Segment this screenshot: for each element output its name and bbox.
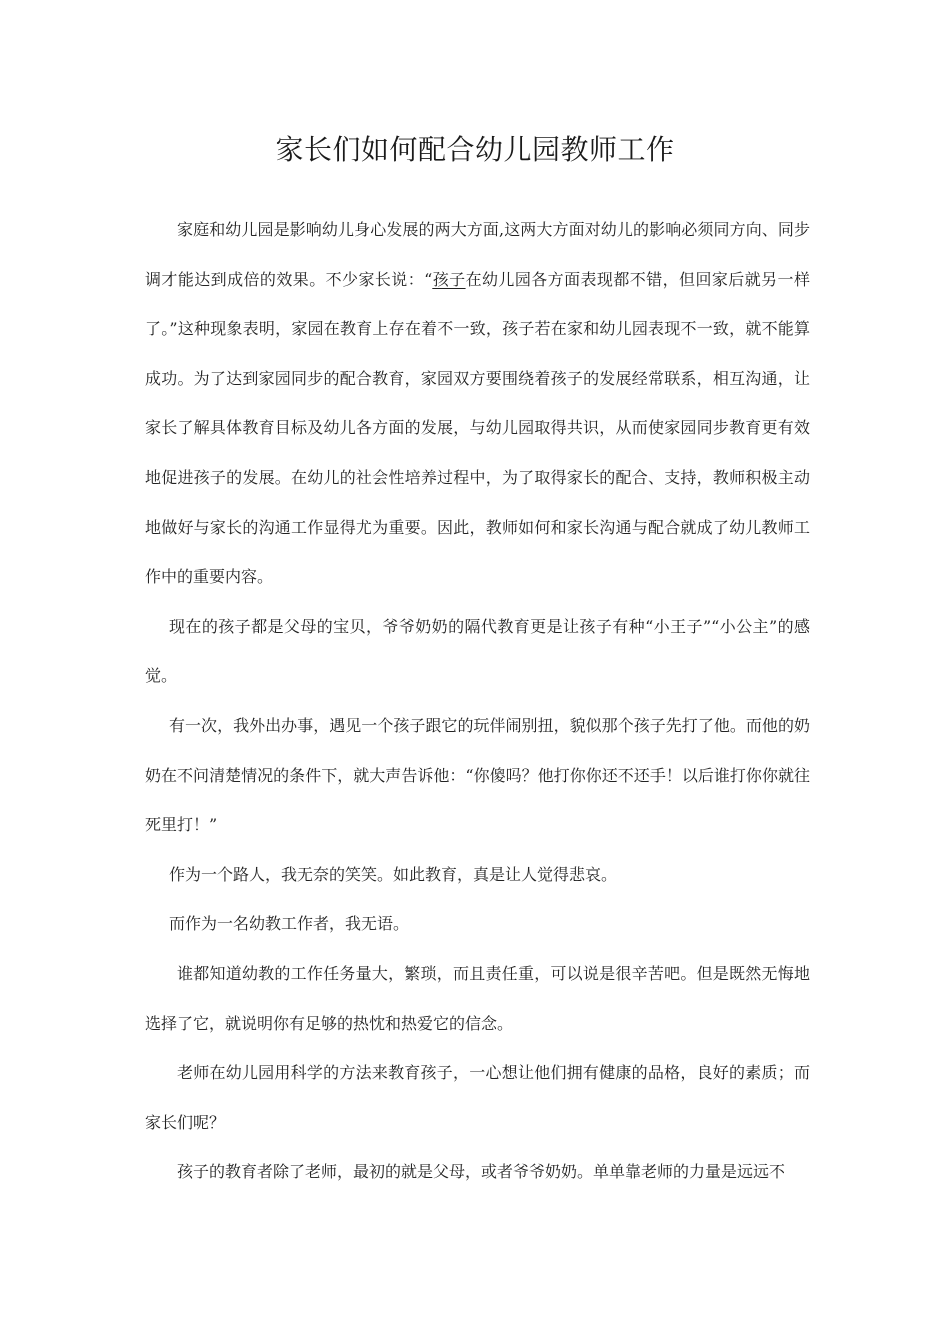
document-body (145, 205, 810, 1197)
paragraph-5: 而作为一名幼教工作者，我无语。 (169, 914, 410, 934)
paragraph-8: 孩子的教育者除了老师，最初的就是父母，或者爷爷奶奶。单单靠老师的力量是远远不 (177, 1162, 786, 1182)
paragraph-2: 现在的孩子都是父母的宝贝，爷爷奶奶的隔代教育更是让孩子有种“小王子”“小公主”的感觉。 (145, 616, 810, 686)
document-title: 家长们如何配合幼儿园教师工作 (275, 133, 675, 166)
paragraph-1-text-start: 家庭和幼儿园是影响幼儿身心发展的两大方面,这两大方面对幼儿的影响必须同方向、同步调才能达到成倍的效果。不少家长说：“ (145, 220, 810, 289)
paragraph-7: 老师在幼儿园用科学的方法来教育孩子，一心想让他们拥有健康的品格，良好的素质；而家长们呢？ (145, 1063, 810, 1132)
paragraph-6: 谁都知道幼教的工作任务量大，繁琐，而且责任重，可以说是很辛苦吧。但是既然无悔地选择了它，就说明你有足够的热忱和热爱它的信念。 (145, 963, 810, 1033)
child-link[interactable]: 孩子 (432, 269, 466, 289)
paragraph-4: 作为一个路人，我无奈的笑笑。如此教育，真是让人觉得悲哀。 (169, 864, 618, 884)
paragraph-1-text-end: 在幼儿园各方面表现都不错，但回家后就另一样了。”这种现象表明，家园在教育上存在着不一致，孩子若在家和幼儿园表现不一致，就不能算成功。为了达到家园同步的配合教育，家园双方要围绕着孩子的发展经常联系，相互沟通，让家长了解具体教育目标及幼儿各方面的发展，与幼儿园取得共识，从而使家园同步教育更有效地促进孩子的发展。在幼儿的社会性培养过程中，为了取得家长的配合、支持，教师积极主动地做好与家长的沟通工作显得尤为重要。因此，教师如何和家长沟通与配合就成了幼儿教师工作中的重要内容。 (145, 269, 810, 587)
paragraph-1 (145, 205, 810, 602)
paragraph-3: 有一次，我外出办事，遇见一个孩子跟它的玩伴闹别扭，貌似那个孩子先打了他。而他的奶奶在不问清楚情况的条件下，就大声告诉他：“你傻吗？他打你你还不还手！以后谁打你你就往死里打！” (145, 715, 810, 835)
